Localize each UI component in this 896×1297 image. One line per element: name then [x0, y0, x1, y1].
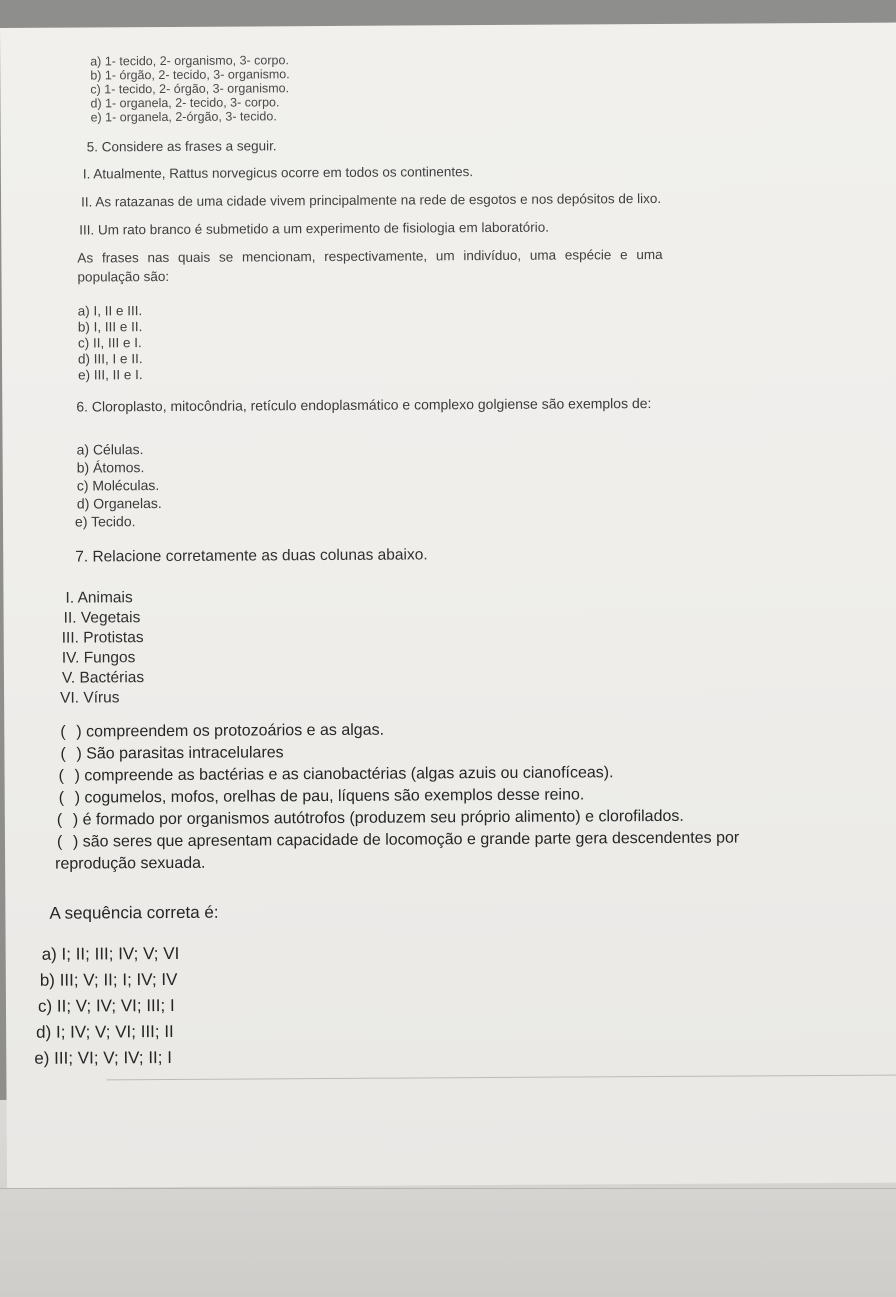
q4-option-e: e) 1- organela, 2-órgão, 3- tecido.	[90, 109, 277, 125]
q7-option-a: a) I; II; III; IV; V; VI	[41, 943, 180, 964]
q6-option-b: b) Átomos.	[76, 459, 145, 476]
q7-column2-item-6: ) são seres que apresentam capacidade de locomoção e grande parte gera descendentes por	[72, 829, 740, 851]
q7-column2-item-4: ) cogumelos, mofos, orelhas de pau, líquens são exemplos desse reino.	[74, 786, 585, 807]
q7-option-e: e) III; VI; V; IV; II; I	[34, 1047, 172, 1068]
q5-option-c: c) II, III e I.	[77, 335, 142, 351]
q7-column1-item-1: I. Animais	[65, 589, 133, 607]
q5-statement-3: III. Um rato branco é submetido a um experimento de fisiologia em laboratório.	[79, 219, 550, 238]
q7-answer-blank-2[interactable]: (	[60, 745, 66, 763]
q5-title: 5. Considere as frases a seguir.	[86, 138, 277, 155]
q4-option-a: a) 1- tecido, 2- organismo, 3- corpo.	[90, 53, 289, 69]
q6-title: 6. Cloroplasto, mitocôndria, retículo endoplasmático e complexo golgiense são exemplos de:	[76, 395, 652, 415]
q6-option-a: a) Células.	[76, 441, 144, 458]
q5-option-e: e) III, II e I.	[78, 367, 143, 383]
page-edge-line	[0, 1188, 896, 1189]
q4-option-b: b) 1- órgão, 2- tecido, 3- organismo.	[90, 67, 290, 83]
q4-option-c: c) 1- tecido, 2- órgão, 3- organismo.	[90, 81, 290, 97]
q7-sequence-prompt: A sequência correta é:	[49, 902, 219, 923]
q7-answer-blank-5[interactable]: (	[56, 811, 63, 829]
q6-option-d: d) Organelas.	[76, 495, 162, 512]
q7-column2-item-2: ) São parasitas intracelulares	[76, 744, 284, 763]
q6-option-c: c) Moléculas.	[76, 477, 160, 494]
q7-answer-blank-1[interactable]: (	[60, 723, 66, 741]
q5-option-b: b) I, III e II.	[77, 319, 143, 335]
q7-option-b: b) III; V; II; I; IV; IV	[39, 969, 178, 990]
q7-answer-blank-6[interactable]: (	[56, 833, 63, 851]
q7-title: 7. Relacione corretamente as duas colunas abaixo.	[75, 546, 428, 566]
q5-prompt-line-2: população são:	[77, 268, 170, 285]
q7-column2-item-5: ) é formado por organismos autótrofos (produzem seu próprio alimento) e clorofilados.	[72, 807, 684, 829]
q5-option-a: a) I, II e III.	[77, 303, 143, 319]
q7-column1-item-2: II. Vegetais	[63, 609, 141, 627]
q5-statement-2: II. As ratazanas de uma cidade vivem principalmente na rede de esgotos e nos depósitos de lixo.	[81, 190, 662, 210]
q5-statement-1: I. Atualmente, Rattus norvegicus ocorre em todos os continentes.	[82, 164, 474, 182]
q7-column1-item-4: IV. Fungos	[61, 649, 136, 667]
page-bottom-rule	[106, 1075, 896, 1081]
worksheet-page	[0, 23, 896, 1188]
q7-option-d: d) I; IV; V; VI; III; II	[36, 1021, 174, 1042]
q7-option-c: c) II; V; IV; VI; III; I	[37, 995, 175, 1016]
q7-column2-item-3: ) compreende as bactérias e as cianobactérias (algas azuis ou cianofíceas).	[74, 764, 614, 785]
q7-column1-item-5: V. Bactérias	[61, 669, 145, 687]
q5-option-d: d) III, I e II.	[77, 351, 143, 367]
q5-prompt-line-1: As frases nas quais se mencionam, respectivamente, um indivíduo, uma espécie e uma	[77, 246, 663, 266]
q4-option-d: d) 1- organela, 2- tecido, 3- corpo.	[90, 95, 280, 111]
q7-column2-continuation: reprodução sexuada.	[55, 854, 206, 873]
q7-answer-blank-3[interactable]: (	[58, 767, 64, 785]
q7-column1-item-3: III. Protistas	[61, 629, 144, 647]
q7-column1-item-6: VI. Vírus	[60, 689, 120, 707]
q6-option-e: e) Tecido.	[74, 513, 136, 530]
q7-column2-item-1: ) compreendem os protozoários e as algas.	[76, 721, 385, 741]
q7-answer-blank-4[interactable]: (	[58, 789, 65, 807]
